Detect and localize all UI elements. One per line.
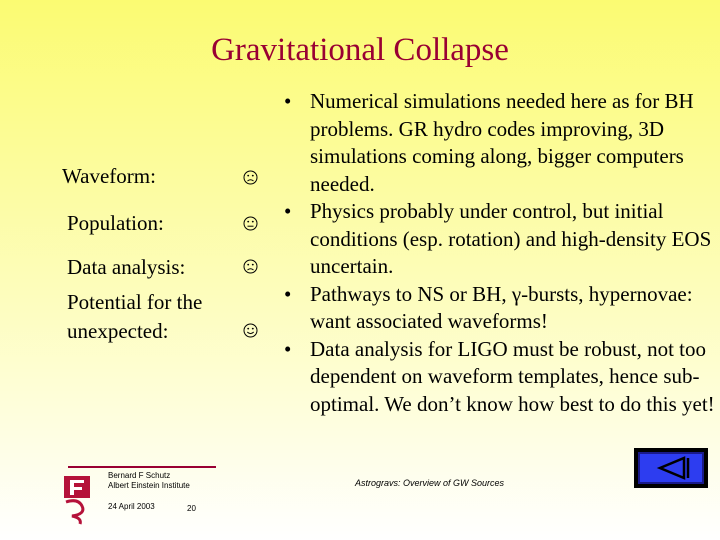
data-analysis-label: Data analysis: — [67, 255, 186, 279]
happy-face-icon — [243, 323, 258, 338]
bullet-list — [278, 88, 718, 418]
sad-face-icon — [243, 170, 258, 185]
footer-page-number: 20 — [187, 504, 196, 513]
footer-author: Bernard F Schutz — [108, 471, 171, 480]
footer-date: 24 April 2003 — [108, 502, 155, 511]
footer-presentation-title: Astrogravs: Overview of GW Sources — [355, 478, 505, 488]
neutral-face-icon — [243, 216, 258, 231]
previous-slide-button[interactable] — [634, 448, 708, 488]
waveform-label: Waveform: — [62, 164, 156, 188]
potential-label-line1: Potential for the — [67, 290, 203, 314]
slide-title: Gravitational Collapse — [211, 32, 509, 68]
population-label: Population: — [67, 211, 164, 235]
bullet-item: • Data analysis for LIGO must be robust, not too dependent on waveform templates, hence sub-optimal. We don’t know how best to do this yet! — [278, 336, 718, 419]
bullet-item: • Numerical simulations needed here as for BH problems. GR hydro codes improving, 3D simulations coming along, bigger computers needed. — [278, 88, 718, 198]
sad-face-icon — [243, 259, 258, 274]
previous-slide-icon — [638, 452, 704, 484]
potential-label-line2: unexpected: — [67, 319, 169, 343]
bullet-item: • Physics probably under control, but initial conditions (esp. rotation) and high-density EOS uncertain. — [278, 198, 718, 281]
bullet-item: • Pathways to NS or BH, γ-bursts, hypernovae: want associated waveforms! — [278, 281, 718, 336]
footer-institute: Albert Einstein Institute — [108, 481, 190, 490]
aei-logo — [56, 468, 96, 526]
